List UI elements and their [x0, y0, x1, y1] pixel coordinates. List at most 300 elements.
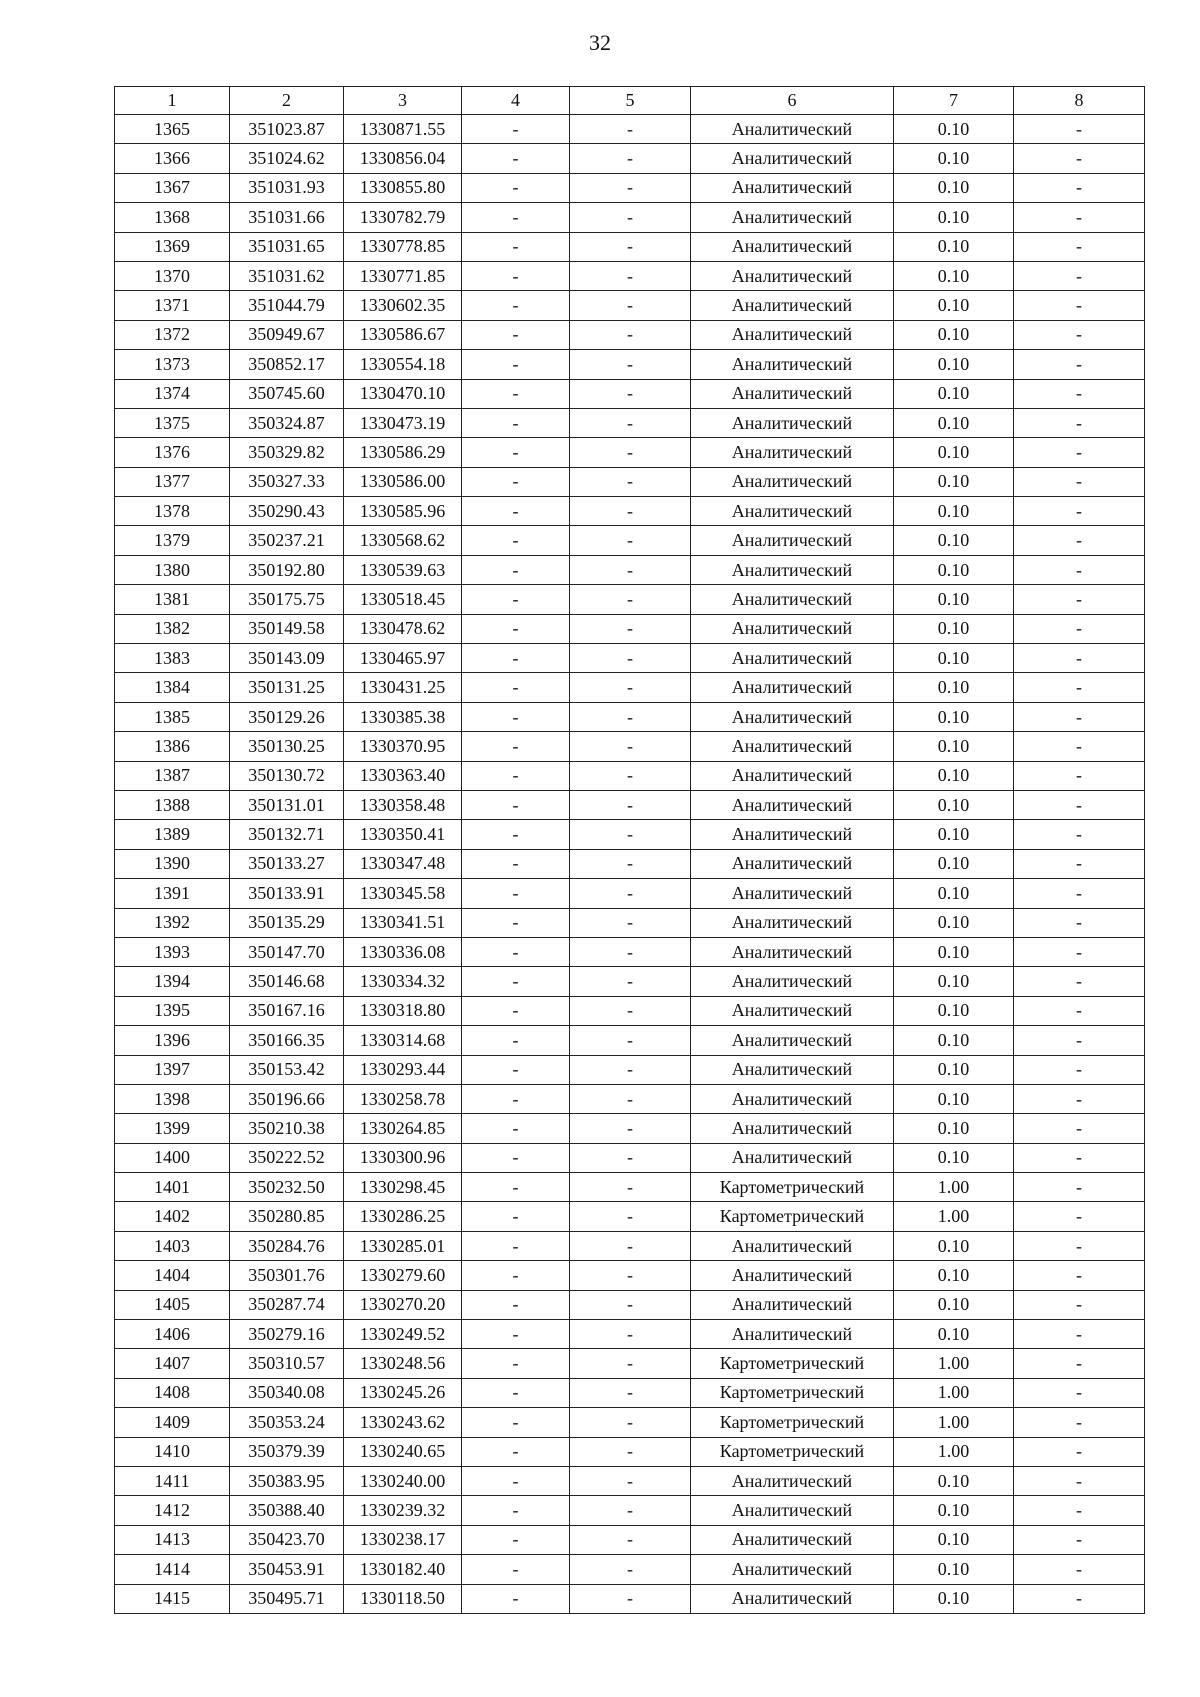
table-row: [115, 702, 1145, 731]
table-cell-col-3: 1330334.32: [344, 967, 462, 996]
table-cell-col-6: Аналитический: [691, 1084, 894, 1113]
table-cell-col-2: 351044.79: [230, 291, 344, 320]
table-row: [115, 232, 1145, 261]
table-cell-col-8: -: [1014, 702, 1145, 731]
table-cell-col-6: Аналитический: [691, 732, 894, 761]
table-cell-col-5: -: [570, 438, 691, 467]
table-cell-col-5: -: [570, 379, 691, 408]
table-cell-col-3: 1330240.00: [344, 1466, 462, 1495]
table-cell-col-7: 0.10: [894, 1143, 1014, 1172]
table-cell-col-6: Аналитический: [691, 203, 894, 232]
table-cell-col-6: Аналитический: [691, 790, 894, 819]
table-cell-col-7: 0.10: [894, 1231, 1014, 1260]
table-cell-col-6: Аналитический: [691, 408, 894, 437]
table-cell-col-6: Картометрический: [691, 1173, 894, 1202]
table-cell-col-2: 350340.08: [230, 1378, 344, 1407]
table-cell-col-4: -: [462, 702, 570, 731]
column-header-2: 2: [230, 87, 344, 115]
table-cell-col-5: -: [570, 1525, 691, 1554]
column-header-3: 3: [344, 87, 462, 115]
table-cell-col-7: 0.10: [894, 732, 1014, 761]
table-cell-col-5: -: [570, 614, 691, 643]
table-cell-col-4: -: [462, 1026, 570, 1055]
table-cell-col-8: -: [1014, 1320, 1145, 1349]
table-cell-col-3: 1330264.85: [344, 1114, 462, 1143]
table-row: [115, 1114, 1145, 1143]
table-cell-col-8: -: [1014, 1026, 1145, 1055]
table-cell-col-8: -: [1014, 1173, 1145, 1202]
table-cell-col-3: 1330568.62: [344, 526, 462, 555]
table-cell-col-6: Аналитический: [691, 1525, 894, 1554]
table-cell-col-3: 1330239.32: [344, 1496, 462, 1525]
table-row: [115, 1437, 1145, 1466]
table-cell-col-8: -: [1014, 1466, 1145, 1495]
table-cell-col-7: 0.10: [894, 879, 1014, 908]
table-cell-col-1: 1411: [115, 1466, 230, 1495]
table-row: [115, 996, 1145, 1025]
table-cell-col-7: 0.10: [894, 1026, 1014, 1055]
table-cell-col-3: 1330285.01: [344, 1231, 462, 1260]
table-cell-col-2: 350167.16: [230, 996, 344, 1025]
table-cell-col-2: 351031.66: [230, 203, 344, 232]
table-cell-col-1: 1376: [115, 438, 230, 467]
table-cell-col-8: -: [1014, 790, 1145, 819]
table-cell-col-7: 0.10: [894, 644, 1014, 673]
table-cell-col-8: -: [1014, 644, 1145, 673]
table-cell-col-5: -: [570, 1555, 691, 1584]
table-cell-col-8: -: [1014, 820, 1145, 849]
table-row: [115, 1143, 1145, 1172]
table-cell-col-7: 1.00: [894, 1408, 1014, 1437]
table-cell-col-1: 1377: [115, 467, 230, 496]
table-cell-col-5: -: [570, 1114, 691, 1143]
table-cell-col-5: -: [570, 585, 691, 614]
table-cell-col-1: 1395: [115, 996, 230, 1025]
table-cell-col-2: 350383.95: [230, 1466, 344, 1495]
table-row: [115, 1525, 1145, 1554]
table-cell-col-8: -: [1014, 467, 1145, 496]
table-cell-col-2: 350290.43: [230, 497, 344, 526]
table-cell-col-6: Аналитический: [691, 1261, 894, 1290]
table-cell-col-4: -: [462, 408, 570, 437]
table-cell-col-7: 0.10: [894, 1055, 1014, 1084]
table-cell-col-3: 1330856.04: [344, 144, 462, 173]
table-cell-col-2: 350287.74: [230, 1290, 344, 1319]
table-cell-col-1: 1386: [115, 732, 230, 761]
table-row: [115, 1026, 1145, 1055]
table-cell-col-5: -: [570, 908, 691, 937]
table-cell-col-1: 1390: [115, 849, 230, 878]
table-cell-col-5: -: [570, 1437, 691, 1466]
table-cell-col-1: 1407: [115, 1349, 230, 1378]
table-cell-col-5: -: [570, 967, 691, 996]
table-cell-col-7: 0.10: [894, 849, 1014, 878]
table-cell-col-5: -: [570, 1173, 691, 1202]
table-cell-col-1: 1385: [115, 702, 230, 731]
table-cell-col-3: 1330345.58: [344, 879, 462, 908]
table-cell-col-6: Аналитический: [691, 467, 894, 496]
table-cell-col-7: 0.10: [894, 1084, 1014, 1113]
table-cell-col-4: -: [462, 732, 570, 761]
table-cell-col-7: 0.10: [894, 996, 1014, 1025]
table-row: [115, 790, 1145, 819]
table-cell-col-7: 1.00: [894, 1349, 1014, 1378]
table-cell-col-8: -: [1014, 1555, 1145, 1584]
table-cell-col-6: Аналитический: [691, 115, 894, 144]
table-cell-col-8: -: [1014, 879, 1145, 908]
table-cell-col-8: -: [1014, 320, 1145, 349]
table-cell-col-1: 1404: [115, 1261, 230, 1290]
table-row: [115, 350, 1145, 379]
table-cell-col-2: 350166.35: [230, 1026, 344, 1055]
table-cell-col-2: 350146.68: [230, 967, 344, 996]
table-cell-col-1: 1369: [115, 232, 230, 261]
table-cell-col-3: 1330778.85: [344, 232, 462, 261]
table-cell-col-7: 0.10: [894, 1584, 1014, 1613]
table-cell-col-7: 0.10: [894, 115, 1014, 144]
table-cell-col-3: 1330363.40: [344, 761, 462, 790]
table-cell-col-4: -: [462, 379, 570, 408]
table-cell-col-3: 1330855.80: [344, 173, 462, 202]
table-cell-col-8: -: [1014, 996, 1145, 1025]
table-cell-col-2: 350147.70: [230, 937, 344, 966]
table-cell-col-3: 1330336.08: [344, 937, 462, 966]
table-cell-col-6: Картометрический: [691, 1408, 894, 1437]
table-cell-col-8: -: [1014, 1114, 1145, 1143]
table-row: [115, 967, 1145, 996]
table-cell-col-1: 1391: [115, 879, 230, 908]
table-cell-col-7: 0.10: [894, 1290, 1014, 1319]
table-cell-col-7: 0.10: [894, 144, 1014, 173]
table-cell-col-4: -: [462, 467, 570, 496]
table-cell-col-3: 1330782.79: [344, 203, 462, 232]
table-row: [115, 1555, 1145, 1584]
table-row: [115, 1349, 1145, 1378]
table-cell-col-6: Аналитический: [691, 1320, 894, 1349]
table-cell-col-2: 350852.17: [230, 350, 344, 379]
table-cell-col-3: 1330258.78: [344, 1084, 462, 1113]
table-row: [115, 1055, 1145, 1084]
table-row: [115, 379, 1145, 408]
table-cell-col-5: -: [570, 320, 691, 349]
table-cell-col-1: 1387: [115, 761, 230, 790]
table-cell-col-3: 1330473.19: [344, 408, 462, 437]
table-cell-col-1: 1401: [115, 1173, 230, 1202]
table-cell-col-3: 1330238.17: [344, 1525, 462, 1554]
coordinates-table: [114, 86, 1145, 1614]
table-row: [115, 644, 1145, 673]
table-cell-col-2: 350196.66: [230, 1084, 344, 1113]
table-cell-col-6: Аналитический: [691, 702, 894, 731]
table-cell-col-6: Аналитический: [691, 644, 894, 673]
table-cell-col-7: 0.10: [894, 438, 1014, 467]
table-cell-col-5: -: [570, 1496, 691, 1525]
table-cell-col-7: 0.10: [894, 1555, 1014, 1584]
table-cell-col-5: -: [570, 1084, 691, 1113]
table-cell-col-8: -: [1014, 761, 1145, 790]
table-cell-col-7: 0.10: [894, 232, 1014, 261]
table-cell-col-8: -: [1014, 967, 1145, 996]
table-cell-col-7: 0.10: [894, 467, 1014, 496]
table-cell-col-2: 350495.71: [230, 1584, 344, 1613]
table-cell-col-1: 1393: [115, 937, 230, 966]
table-cell-col-1: 1415: [115, 1584, 230, 1613]
table-cell-col-1: 1409: [115, 1408, 230, 1437]
table-cell-col-3: 1330341.51: [344, 908, 462, 937]
table-cell-col-1: 1382: [115, 614, 230, 643]
table-cell-col-6: Аналитический: [691, 1584, 894, 1613]
table-cell-col-6: Аналитический: [691, 173, 894, 202]
table-cell-col-2: 351031.65: [230, 232, 344, 261]
table-cell-col-3: 1330248.56: [344, 1349, 462, 1378]
table-cell-col-2: 350301.76: [230, 1261, 344, 1290]
table-cell-col-1: 1408: [115, 1378, 230, 1407]
table-cell-col-6: Аналитический: [691, 1143, 894, 1172]
table-cell-col-2: 350133.91: [230, 879, 344, 908]
table-cell-col-1: 1394: [115, 967, 230, 996]
table-cell-col-5: -: [570, 1466, 691, 1495]
table-cell-col-7: 0.10: [894, 1320, 1014, 1349]
table-cell-col-6: Аналитический: [691, 1114, 894, 1143]
table-cell-col-4: -: [462, 820, 570, 849]
table-cell-col-7: 0.10: [894, 1114, 1014, 1143]
table-cell-col-5: -: [570, 996, 691, 1025]
table-cell-col-2: 350310.57: [230, 1349, 344, 1378]
table-cell-col-4: -: [462, 1055, 570, 1084]
table-cell-col-6: Аналитический: [691, 1555, 894, 1584]
table-cell-col-4: -: [462, 173, 570, 202]
table-cell-col-5: -: [570, 350, 691, 379]
table-cell-col-2: 351024.62: [230, 144, 344, 173]
column-header-8: 8: [1014, 87, 1145, 115]
table-cell-col-5: -: [570, 408, 691, 437]
table-row: [115, 585, 1145, 614]
table-row: [115, 1584, 1145, 1613]
table-cell-col-6: Аналитический: [691, 937, 894, 966]
table-cell-col-3: 1330118.50: [344, 1584, 462, 1613]
table-cell-col-4: -: [462, 1378, 570, 1407]
table-cell-col-4: -: [462, 1555, 570, 1584]
table-cell-col-7: 0.10: [894, 673, 1014, 702]
table-cell-col-6: Аналитический: [691, 1231, 894, 1260]
table-cell-col-5: -: [570, 761, 691, 790]
table-cell-col-4: -: [462, 320, 570, 349]
table-cell-col-2: 350192.80: [230, 555, 344, 584]
table-cell-col-2: 350210.38: [230, 1114, 344, 1143]
table-cell-col-1: 1380: [115, 555, 230, 584]
table-cell-col-6: Аналитический: [691, 232, 894, 261]
table-cell-col-3: 1330370.95: [344, 732, 462, 761]
table-cell-col-5: -: [570, 1026, 691, 1055]
table-cell-col-1: 1367: [115, 173, 230, 202]
table-cell-col-7: 0.10: [894, 555, 1014, 584]
table-row: [115, 467, 1145, 496]
table-cell-col-5: -: [570, 467, 691, 496]
table-cell-col-2: 350379.39: [230, 1437, 344, 1466]
table-cell-col-4: -: [462, 1261, 570, 1290]
table-cell-col-6: Аналитический: [691, 967, 894, 996]
table-cell-col-1: 1366: [115, 144, 230, 173]
table-cell-col-2: 350280.85: [230, 1202, 344, 1231]
table-row: [115, 144, 1145, 173]
table-cell-col-4: -: [462, 1584, 570, 1613]
table-cell-col-6: Аналитический: [691, 1496, 894, 1525]
table-cell-col-7: 1.00: [894, 1437, 1014, 1466]
table-cell-col-8: -: [1014, 1143, 1145, 1172]
table-cell-col-6: Аналитический: [691, 1290, 894, 1319]
table-cell-col-2: 350284.76: [230, 1231, 344, 1260]
table-cell-col-8: -: [1014, 232, 1145, 261]
table-cell-col-7: 0.10: [894, 585, 1014, 614]
table-cell-col-2: 350237.21: [230, 526, 344, 555]
table-cell-col-7: 0.10: [894, 320, 1014, 349]
table-cell-col-1: 1392: [115, 908, 230, 937]
column-header-7: 7: [894, 87, 1014, 115]
table-cell-col-4: -: [462, 790, 570, 819]
table-cell-col-8: -: [1014, 291, 1145, 320]
table-cell-col-2: 350353.24: [230, 1408, 344, 1437]
table-cell-col-5: -: [570, 820, 691, 849]
table-cell-col-4: -: [462, 1320, 570, 1349]
table-cell-col-2: 350388.40: [230, 1496, 344, 1525]
table-cell-col-8: -: [1014, 1437, 1145, 1466]
table-cell-col-5: -: [570, 1143, 691, 1172]
table-cell-col-4: -: [462, 115, 570, 144]
table-cell-col-8: -: [1014, 173, 1145, 202]
table-cell-col-7: 0.10: [894, 350, 1014, 379]
table-cell-col-1: 1403: [115, 1231, 230, 1260]
table-cell-col-8: -: [1014, 1408, 1145, 1437]
column-header-1: 1: [115, 87, 230, 115]
table-cell-col-3: 1330465.97: [344, 644, 462, 673]
table-cell-col-7: 0.10: [894, 761, 1014, 790]
table-cell-col-7: 1.00: [894, 1378, 1014, 1407]
table-cell-col-4: -: [462, 438, 570, 467]
table-cell-col-1: 1389: [115, 820, 230, 849]
table-cell-col-4: -: [462, 1496, 570, 1525]
table-cell-col-5: -: [570, 1320, 691, 1349]
table-cell-col-6: Аналитический: [691, 673, 894, 702]
table-row: [115, 849, 1145, 878]
table-cell-col-5: -: [570, 144, 691, 173]
table-cell-col-5: -: [570, 173, 691, 202]
table-cell-col-6: Аналитический: [691, 526, 894, 555]
table-cell-col-6: Аналитический: [691, 350, 894, 379]
table-cell-col-7: 0.10: [894, 261, 1014, 290]
table-row: [115, 1290, 1145, 1319]
table-row: [115, 320, 1145, 349]
table-cell-col-1: 1384: [115, 673, 230, 702]
table-cell-col-2: 350327.33: [230, 467, 344, 496]
table-cell-col-4: -: [462, 1290, 570, 1319]
table-row: [115, 732, 1145, 761]
table-cell-col-7: 0.10: [894, 173, 1014, 202]
table-cell-col-4: -: [462, 1349, 570, 1378]
table-cell-col-4: -: [462, 996, 570, 1025]
table-cell-col-6: Аналитический: [691, 614, 894, 643]
table-cell-col-5: -: [570, 203, 691, 232]
table-cell-col-4: -: [462, 1173, 570, 1202]
table-cell-col-5: -: [570, 1584, 691, 1613]
table-cell-col-3: 1330871.55: [344, 115, 462, 144]
table-cell-col-7: 0.10: [894, 1496, 1014, 1525]
table-cell-col-1: 1414: [115, 1555, 230, 1584]
table-cell-col-5: -: [570, 1231, 691, 1260]
table-cell-col-1: 1398: [115, 1084, 230, 1113]
table-cell-col-3: 1330586.00: [344, 467, 462, 496]
table-cell-col-3: 1330554.18: [344, 350, 462, 379]
table-cell-col-8: -: [1014, 497, 1145, 526]
table-cell-col-6: Аналитический: [691, 1466, 894, 1495]
table-cell-col-5: -: [570, 1202, 691, 1231]
table-cell-col-2: 350149.58: [230, 614, 344, 643]
table-cell-col-3: 1330385.38: [344, 702, 462, 731]
table-row: [115, 1173, 1145, 1202]
table-cell-col-5: -: [570, 702, 691, 731]
table-cell-col-8: -: [1014, 1084, 1145, 1113]
table-cell-col-2: 350453.91: [230, 1555, 344, 1584]
table-cell-col-7: 0.10: [894, 820, 1014, 849]
table-row: [115, 1496, 1145, 1525]
table-cell-col-4: -: [462, 350, 570, 379]
table-cell-col-8: -: [1014, 1055, 1145, 1084]
table-cell-col-5: -: [570, 849, 691, 878]
table-cell-col-4: -: [462, 1084, 570, 1113]
table-header-row: [115, 87, 1145, 115]
table-cell-col-7: 0.10: [894, 908, 1014, 937]
table-cell-col-2: 350222.52: [230, 1143, 344, 1172]
table-cell-col-4: -: [462, 1437, 570, 1466]
table-cell-col-7: 0.10: [894, 1466, 1014, 1495]
table-cell-col-3: 1330431.25: [344, 673, 462, 702]
table-cell-col-1: 1374: [115, 379, 230, 408]
table-cell-col-3: 1330300.96: [344, 1143, 462, 1172]
table-cell-col-8: -: [1014, 1349, 1145, 1378]
table-cell-col-4: -: [462, 1408, 570, 1437]
table-cell-col-1: 1378: [115, 497, 230, 526]
table-cell-col-2: 350131.25: [230, 673, 344, 702]
table-cell-col-1: 1399: [115, 1114, 230, 1143]
table-cell-col-6: Аналитический: [691, 320, 894, 349]
table-row: [115, 908, 1145, 937]
table-cell-col-7: 0.10: [894, 408, 1014, 437]
table-row: [115, 1408, 1145, 1437]
table-cell-col-2: 351031.93: [230, 173, 344, 202]
table-cell-col-2: 350129.26: [230, 702, 344, 731]
table-cell-col-4: -: [462, 908, 570, 937]
table-cell-col-5: -: [570, 291, 691, 320]
table-cell-col-3: 1330182.40: [344, 1555, 462, 1584]
table-cell-col-8: -: [1014, 408, 1145, 437]
table-cell-col-4: -: [462, 644, 570, 673]
table-cell-col-4: -: [462, 849, 570, 878]
table-cell-col-3: 1330586.29: [344, 438, 462, 467]
table-row: [115, 438, 1145, 467]
table-cell-col-5: -: [570, 232, 691, 261]
table-cell-col-3: 1330293.44: [344, 1055, 462, 1084]
table-cell-col-4: -: [462, 879, 570, 908]
table-cell-col-5: -: [570, 732, 691, 761]
table-cell-col-1: 1375: [115, 408, 230, 437]
table-cell-col-5: -: [570, 115, 691, 144]
table-cell-col-5: -: [570, 1290, 691, 1319]
table-cell-col-6: Аналитический: [691, 438, 894, 467]
table-cell-col-2: 350279.16: [230, 1320, 344, 1349]
table-cell-col-7: 0.10: [894, 526, 1014, 555]
table-row: [115, 173, 1145, 202]
table-cell-col-3: 1330470.10: [344, 379, 462, 408]
table-cell-col-1: 1379: [115, 526, 230, 555]
